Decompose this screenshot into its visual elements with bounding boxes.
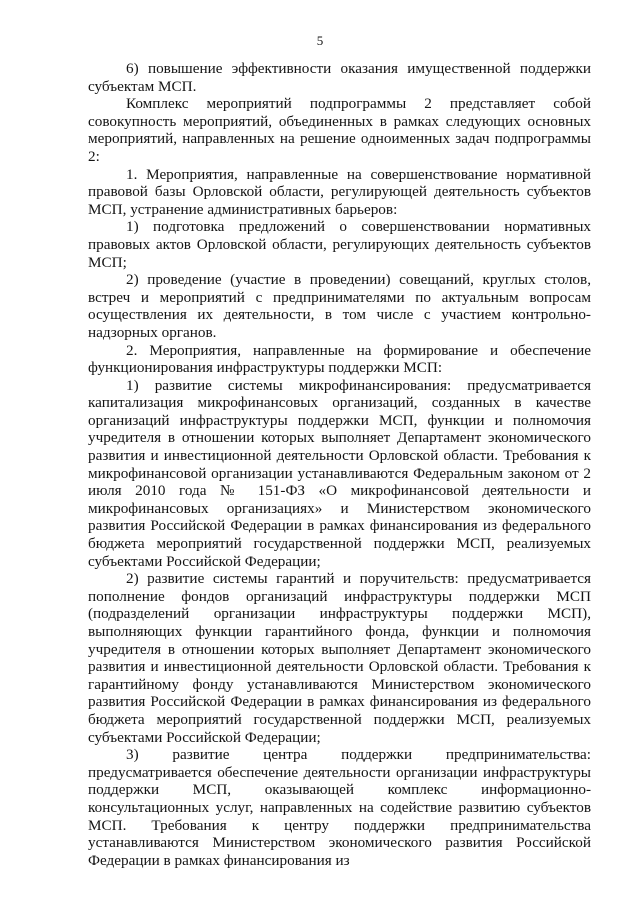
paragraph: Комплекс мероприятий подпрограммы 2 представляет собой совокупность мероприятий, объединенных в рамках следующих основных мероприятий, направленных на решение одноименных задач подпрограммы 2: (88, 95, 591, 165)
paragraph: 2. Мероприятия, направленные на формирование и обеспечение функционирования инфраструктуры поддержки МСП: (88, 341, 591, 377)
document-body (88, 60, 591, 869)
paragraph: 1) подготовка предложений о совершенствовании нормативных правовых актов Орловской области, регулирующих деятельность субъектов МСП; (88, 218, 591, 271)
paragraph: 1. Мероприятия, направленные на совершенствование нормативной правовой базы Орловской области, регулирующей деятельность субъектов МСП, устранение административных барьеров: (88, 165, 591, 218)
paragraph: 3) развитие центра поддержки предпринимательства: предусматривается обеспечение деятельности организации инфраструктуры поддержки МСП, оказывающей комплекс информационно-консультационных услуг, направленных на содействие развитию субъектов МСП. Требования к центру поддержки предпринимательства устанавливаются Министерством экономического развития Российской Федерации в рамках финансирования из (88, 746, 591, 869)
paragraph: 2) развитие системы гарантий и поручительств: предусматривается пополнение фондов организаций инфраструктуры поддержки МСП (подразделений организации инфраструктуры поддержки МСП), выполняющих функции гарантийного фонда, функции и полномочия учредителя в отношении которых выполняет Департамент экономического развития и инвестиционной деятельности Орловской области. Требования к гарантийному фонду устанавливаются Министерством экономического развития Российской Федерации в рамках финансирования из федерального бюджета мероприятий государственной поддержки МСП, реализуемых субъектами Российской Федерации; (88, 570, 591, 746)
paragraph: 2) проведение (участие в проведении) совещаний, круглых столов, встреч и мероприятий с предпринимателями по актуальным вопросам осуществления их деятельности, в том числе с участием контрольно-надзорных органов. (88, 271, 591, 341)
paragraph: 6) повышение эффективности оказания имущественной поддержки субъектам МСП. (88, 60, 591, 95)
page-number: 5 (316, 33, 324, 48)
paragraph: 1) развитие системы микрофинансирования: предусматривается капитализация микрофинансовых организаций, созданных в качестве организаций инфраструктуры поддержки МСП, функции и полномочия учредителя в отношении которых выполняет Департамент экономического развития и инвестиционной деятельности Орловской области. Требования к микрофинансовой организации устанавливаются Федеральным законом от 2 июля 2010 года № 151-ФЗ «О микрофинансовой деятельности и микрофинансовых организациях» и Министерством экономического развития Российской Федерации в рамках финансирования из федерального бюджета мероприятий государственной поддержки МСП, реализуемых субъектами Российской Федерации; (88, 376, 591, 570)
